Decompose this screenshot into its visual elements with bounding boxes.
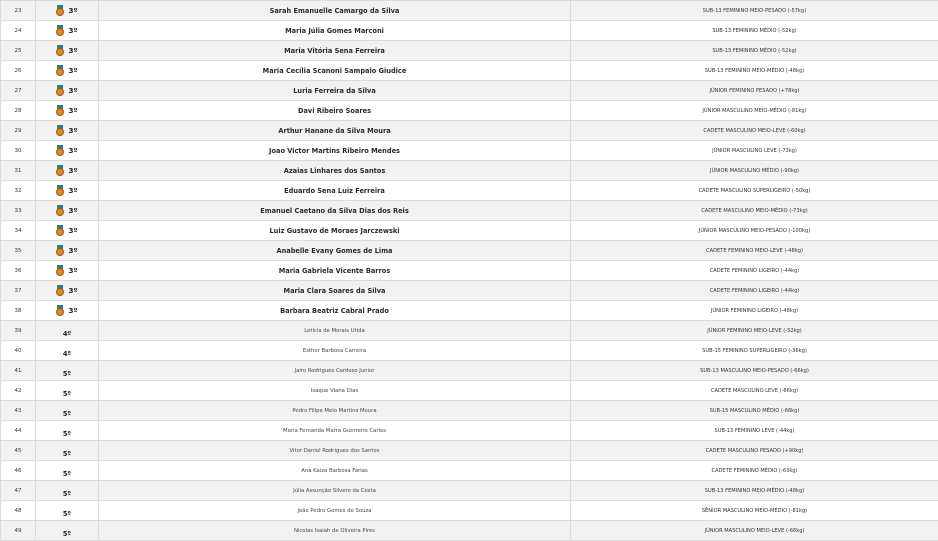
category: SUB-13 FEMININO MÉDIO (-52kg) [571,21,938,41]
bronze-medal-icon [56,25,64,36]
category: SUB-13 FEMININO LEVE (-44kg) [571,421,938,441]
placement-label: 3º [68,266,77,275]
placement-label: 3º [68,206,77,215]
athlete-name: Ana Kaiza Barbosa Farias [99,461,571,481]
placement-label: 5º [63,510,71,518]
placement [56,85,77,96]
bronze-medal-icon [56,305,64,316]
bronze-medal-icon [56,205,64,216]
category: JÚNIOR MASCULINO MEIO-LEVE (-66kg) [571,521,938,541]
bronze-medal-icon [56,265,64,276]
table-row [1,121,938,141]
placement-label: 3º [68,246,77,255]
placement [56,145,77,156]
bronze-medal-icon [56,245,64,256]
placement-cell [36,381,99,401]
bronze-medal-icon [56,165,64,176]
bronze-medal-icon [56,85,64,96]
category: SUB-13 MASCULINO MEIO-PESADO (-66kg) [571,361,938,381]
placement-cell [36,221,99,241]
row-number: 39 [1,321,36,341]
athlete-name: Júlia Assunção Silvero da Costa [99,481,571,501]
placement-cell [36,321,99,341]
placement-cell [36,61,99,81]
placement-cell [36,81,99,101]
category: CADETE MASCULINO PESADO (+90kg) [571,441,938,461]
table-row [1,341,938,361]
table-row [1,481,938,501]
category: CADETE MASCULINO SUPERLIGEIRO (-50kg) [571,181,938,201]
athlete-name: Nicolas Isaiah de Oliveira Pires [99,521,571,541]
athlete-name: Maria Clara Soares da Silva [99,281,571,301]
row-number: 44 [1,421,36,441]
row-number: 49 [1,521,36,541]
athlete-name: Jairo Rodrigues Cardoso Junior [99,361,571,381]
placement [63,370,71,378]
row-number: 32 [1,181,36,201]
placement-cell [36,421,99,441]
placement [56,285,77,296]
placement-cell [36,41,99,61]
category: JÚNIOR MASCULINO LEVE (-73kg) [571,141,938,161]
category: SUB-15 MASCULINO MÉDIO (-66kg) [571,401,938,421]
row-number: 41 [1,361,36,381]
placement [63,490,71,498]
placement-cell [36,261,99,281]
placement [63,470,71,478]
category: SUB-15 FEMININO SUPERLIGEIRO (-36kg) [571,341,938,361]
athlete-name: Maria Vitória Sena Ferreira [99,41,571,61]
placement-label: 3º [68,26,77,35]
athlete-name: Isaque Viana Dias [99,381,571,401]
category: SUB-13 FEMININO MEIO-MÉDIO (-48kg) [571,61,938,81]
placement [56,205,77,216]
placement [56,265,77,276]
placement-label: 5º [63,430,71,438]
placement [56,25,77,36]
row-number: 23 [1,1,36,21]
table-row [1,261,938,281]
table-row [1,161,938,181]
athlete-name: Joao Victor Martins Ribeiro Mendes [99,141,571,161]
placement [56,105,77,116]
athlete-name: Arthur Hanane da Silva Moura [99,121,571,141]
category: SÊNIOR MASCULINO MEIO-MÉDIO (-81kg) [571,501,938,521]
placement-cell [36,301,99,321]
placement-label: 5º [63,370,71,378]
row-number: 34 [1,221,36,241]
athlete-name: Azaias Linhares dos Santos [99,161,571,181]
placement-label: 5º [63,410,71,418]
placement-cell [36,361,99,381]
table-row [1,201,938,221]
athlete-name: Emanuel Caetano da Silva Dias dos Reis [99,201,571,221]
athlete-name: Sarah Emanuelle Camargo da Silva [99,1,571,21]
bronze-medal-icon [56,45,64,56]
results-body [1,1,938,541]
placement-cell [36,21,99,41]
table-row [1,221,938,241]
table-row [1,101,938,121]
placement-cell [36,521,99,541]
placement-label: 3º [68,46,77,55]
placement [63,330,71,338]
row-number: 38 [1,301,36,321]
athlete-name: Maria Fernanda Marra Guerreiro Carlos [99,421,571,441]
table-row [1,501,938,521]
placement-cell [36,461,99,481]
row-number: 28 [1,101,36,121]
row-number: 35 [1,241,36,261]
placement-cell [36,181,99,201]
bronze-medal-icon [56,105,64,116]
bronze-medal-icon [56,5,64,16]
table-row [1,381,938,401]
placement [63,510,71,518]
athlete-name: Luiz Gustavo de Moraes Jarczewski [99,221,571,241]
row-number: 47 [1,481,36,501]
table-row [1,81,938,101]
placement-label: 3º [68,286,77,295]
table-row [1,401,938,421]
placement [56,45,77,56]
table-row [1,421,938,441]
athlete-name: Letícia de Morais Utida [99,321,571,341]
placement-cell [36,341,99,361]
placement-cell [36,481,99,501]
placement-label: 3º [68,146,77,155]
placement-cell [36,141,99,161]
placement-label: 5º [63,530,71,538]
table-row [1,321,938,341]
placement-cell [36,1,99,21]
athlete-name: Barbara Beatriz Cabral Prado [99,301,571,321]
category: SUB-13 FEMININO MEIO-PESADO (-57kg) [571,1,938,21]
bronze-medal-icon [56,125,64,136]
placement [63,410,71,418]
row-number: 46 [1,461,36,481]
athlete-name: Esther Barbosa Carreira [99,341,571,361]
athlete-name: Luria Ferreira da Silva [99,81,571,101]
table-row [1,281,938,301]
placement-label: 3º [68,106,77,115]
row-number: 40 [1,341,36,361]
placement-cell [36,161,99,181]
placement-label: 5º [63,450,71,458]
placement-cell [36,281,99,301]
table-row [1,521,938,541]
category: CADETE MASCULINO MEIO-MÉDIO (-73kg) [571,201,938,221]
placement [56,305,77,316]
athlete-name: Pedro Filipe Melo Martins Moura [99,401,571,421]
row-number: 30 [1,141,36,161]
athlete-name: Maria Júlia Gomes Marconi [99,21,571,41]
category: CADETE FEMININO MÉDIO (-63kg) [571,461,938,481]
bronze-medal-icon [56,185,64,196]
bronze-medal-icon [56,285,64,296]
placement-label: 3º [68,226,77,235]
placement [56,165,77,176]
placement [63,430,71,438]
placement-label: 5º [63,390,71,398]
category: JÚNIOR FEMININO MEIO-LEVE (-52kg) [571,321,938,341]
category: JÚNIOR FEMININO LIGEIRO (-48kg) [571,301,938,321]
table-row [1,441,938,461]
row-number: 24 [1,21,36,41]
placement-label: 5º [63,470,71,478]
placement [56,245,77,256]
athlete-name: Davi Ribeiro Soares [99,101,571,121]
placement-label: 3º [68,66,77,75]
placement-cell [36,121,99,141]
placement [56,125,77,136]
row-number: 27 [1,81,36,101]
placement-label: 3º [68,6,77,15]
table-row [1,61,938,81]
placement-label: 4º [63,330,71,338]
placement-label: 3º [68,186,77,195]
placement-label: 3º [68,166,77,175]
placement-cell [36,441,99,461]
row-number: 48 [1,501,36,521]
row-number: 26 [1,61,36,81]
athlete-name: Eduardo Sena Luiz Ferreira [99,181,571,201]
bronze-medal-icon [56,65,64,76]
placement-label: 4º [63,350,71,358]
placement-label: 3º [68,126,77,135]
placement [63,450,71,458]
placement [63,350,71,358]
category: JÚNIOR MASCULINO MEIO-MÉDIO (-81kg) [571,101,938,121]
row-number: 29 [1,121,36,141]
category: JÚNIOR MASCULINO MÉDIO (-90kg) [571,161,938,181]
athlete-name: Vitor Daniel Rodrigues dos Santos [99,441,571,461]
table-row [1,1,938,21]
placement-cell [36,101,99,121]
table-row [1,141,938,161]
table-row [1,461,938,481]
category: JÚNIOR MASCULINO MEIO-PESADO (-100kg) [571,221,938,241]
category: CADETE FEMININO MEIO-LEVE (-48kg) [571,241,938,261]
category: CADETE MASCULINO LEVE (-66kg) [571,381,938,401]
table-row [1,21,938,41]
placement [56,225,77,236]
placement [56,185,77,196]
row-number: 31 [1,161,36,181]
athlete-name: Maria Cecília Scanoni Sampaio Giudice [99,61,571,81]
placement-label: 3º [68,86,77,95]
placement [56,5,77,16]
category: CADETE FEMININO LIGEIRO (-44kg) [571,281,938,301]
category: SUB-13 FEMININO MEIO-MÉDIO (-48kg) [571,481,938,501]
row-number: 37 [1,281,36,301]
row-number: 36 [1,261,36,281]
row-number: 33 [1,201,36,221]
row-number: 42 [1,381,36,401]
row-number: 45 [1,441,36,461]
row-number: 25 [1,41,36,61]
row-number: 43 [1,401,36,421]
placement-cell [36,501,99,521]
bronze-medal-icon [56,225,64,236]
table-row [1,301,938,321]
table-row [1,241,938,261]
placement [56,65,77,76]
table-row [1,41,938,61]
placement-cell [36,401,99,421]
category: SUB-13 FEMININO MÉDIO (-52kg) [571,41,938,61]
placement [63,390,71,398]
athlete-name: Maria Gabriela Vicente Barros [99,261,571,281]
placement-cell [36,241,99,261]
athlete-name: Anabelle Evany Gomes de Lima [99,241,571,261]
placement-cell [36,201,99,221]
category: JÚNIOR FEMININO PESADO (+78kg) [571,81,938,101]
table-row [1,181,938,201]
bronze-medal-icon [56,145,64,156]
category: CADETE MASCULINO MEIO-LEVE (-60kg) [571,121,938,141]
placement [63,530,71,538]
placement-label: 5º [63,490,71,498]
athlete-name: João Pedro Gomes de Souza [99,501,571,521]
category: CADETE FEMININO LIGEIRO (-44kg) [571,261,938,281]
placement-label: 3º [68,306,77,315]
table-row [1,361,938,381]
